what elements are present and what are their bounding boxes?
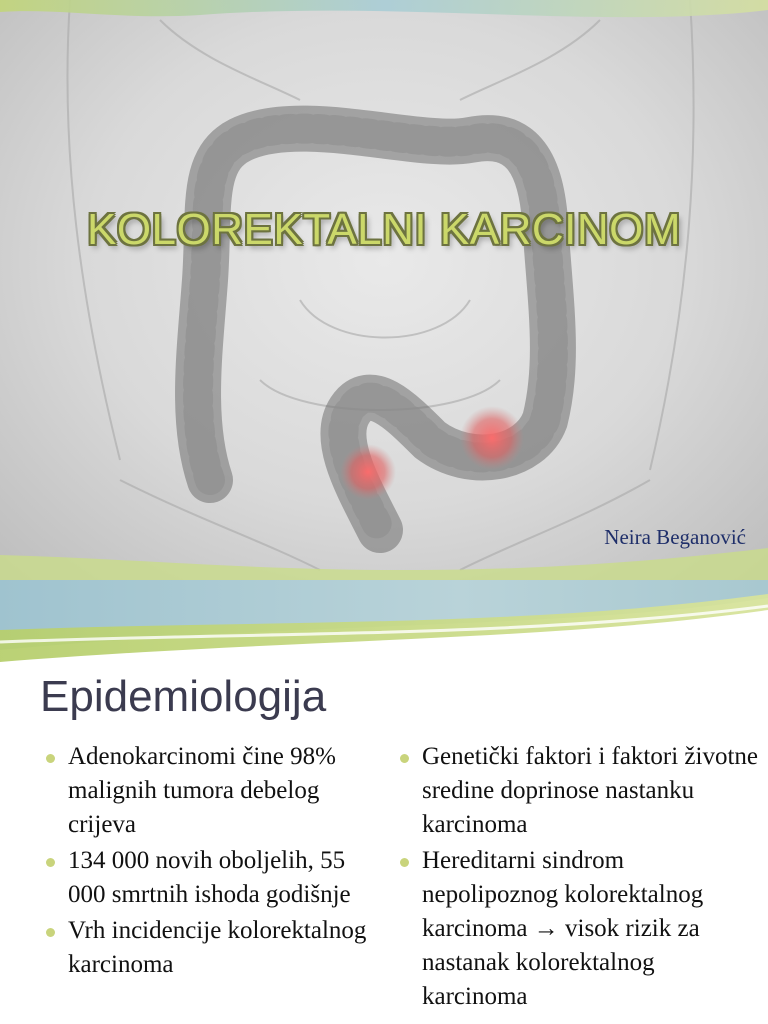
tumor-marker <box>340 444 396 500</box>
bullet-item: 134 000 novih oboljelih, 55 000 smrtnih ishoda godišnje <box>68 844 378 912</box>
right-bullet-column <box>422 740 762 1016</box>
bullet-item: Genetički faktori i faktori životne sredine doprinose nastanku karcinoma <box>422 740 762 842</box>
bullet-dot-icon <box>46 754 55 763</box>
bullet-item: Vrh incidencije kolorektalnog karcinoma <box>68 914 378 982</box>
header-wave-banner <box>0 580 768 670</box>
bullet-dot-icon <box>400 858 409 867</box>
bullet-item: Hereditarni sindrom nepolipoznog kolorektalnog karcinoma → visok rizik za nastanak kolorektalnog karcinoma <box>422 844 762 1014</box>
slide-heading: Epidemiologija <box>40 672 327 721</box>
bullet-dot-icon <box>46 928 55 937</box>
bullet-dot-icon <box>46 858 55 867</box>
author-name: Neira Beganović <box>604 525 746 549</box>
bullet-dot-icon <box>400 754 409 763</box>
left-bullet-column <box>68 740 378 984</box>
tumor-marker <box>460 406 524 470</box>
bullet-item: Adenokarcinomi čine 98% malignih tumora debelog crijeva <box>68 740 378 842</box>
slide-title-text: KOLOREKTALNI KARCINOM <box>86 205 681 254</box>
slide-epidemiology <box>0 580 768 1024</box>
